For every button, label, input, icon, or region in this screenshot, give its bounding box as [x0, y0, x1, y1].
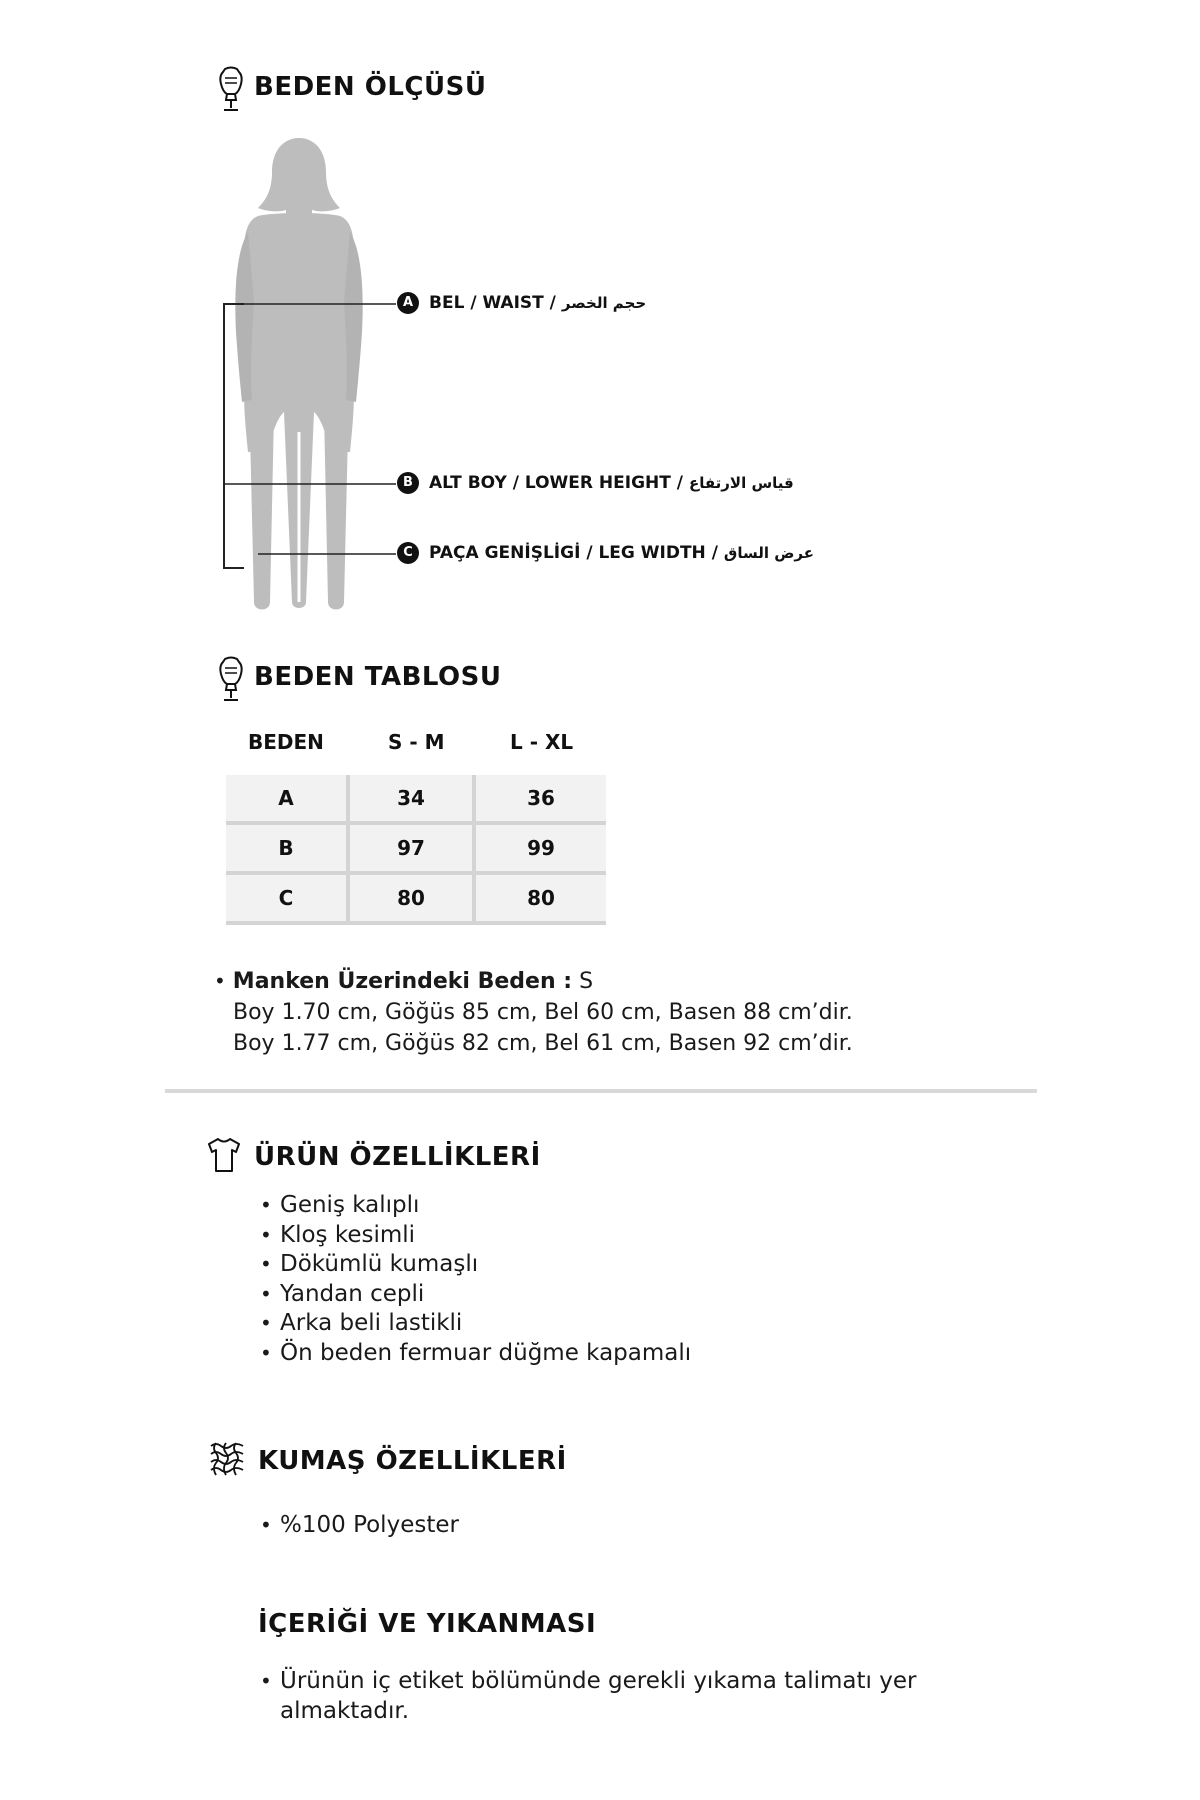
table-cell: A	[226, 775, 350, 821]
list-item-continuation: almaktadır.	[280, 1697, 410, 1724]
table-row	[226, 825, 606, 875]
table-cell: B	[226, 825, 350, 871]
list-item: • Arka beli lastikli	[260, 1309, 691, 1339]
section-title-size-table: BEDEN TABLOSU	[254, 662, 502, 692]
measure-label-b	[397, 472, 794, 494]
model-info-size: S	[579, 969, 594, 994]
table-cell: 34	[350, 775, 476, 821]
list-item: • Dökümlü kumaşlı	[260, 1250, 691, 1280]
measure-label-c	[397, 542, 814, 564]
measure-text-a: BEL / WAIST /	[429, 293, 556, 313]
table-cell: 36	[527, 786, 555, 810]
measure-arabic-a: حجم الخصر	[561, 294, 647, 312]
measure-label-a	[397, 292, 646, 314]
table-cell: 80	[527, 886, 555, 910]
divider	[165, 1089, 1037, 1093]
fabric-icon	[208, 1440, 246, 1478]
section-title-fabric-features: KUMAŞ ÖZELLİKLERİ	[258, 1446, 567, 1476]
list-item: • Yandan cepli	[260, 1280, 691, 1310]
model-info-line-1: Boy 1.70 cm, Göğüs 85 cm, Bel 60 cm, Basen 88 cm’dir.	[233, 1000, 853, 1025]
measure-arabic-c: عرض الساق	[723, 544, 814, 562]
size-header-l-xl: L - XL	[510, 730, 574, 754]
list-item: • Kloş kesimli	[260, 1221, 691, 1251]
list-item: • Ürünün iç etiket bölümünde gerekli yıkama talimatı yer	[260, 1667, 916, 1697]
badge-b: B	[397, 472, 419, 494]
mannequin-icon	[216, 656, 246, 704]
section-title-product-features: ÜRÜN ÖZELLİKLERİ	[254, 1142, 541, 1172]
table-cell: 80	[350, 875, 476, 921]
section-title-care: İÇERİĞİ VE YIKANMASI	[258, 1609, 597, 1639]
fabric-features-list	[260, 1511, 459, 1541]
size-header-beden: BEDEN	[248, 730, 324, 754]
table-cell: C	[226, 875, 350, 921]
table-cell: 99	[527, 836, 555, 860]
mannequin-icon	[216, 66, 246, 114]
tshirt-icon	[206, 1136, 242, 1174]
model-info-line-2: Boy 1.77 cm, Göğüs 82 cm, Bel 61 cm, Basen 92 cm’dir.	[233, 1031, 853, 1056]
product-features-list	[260, 1191, 691, 1368]
badge-a: A	[397, 292, 419, 314]
table-row	[226, 775, 606, 825]
table-row	[226, 875, 606, 925]
model-info: • Manken Üzerindeki Beden : S	[214, 969, 594, 994]
list-item: • Ön beden fermuar düğme kapamalı	[260, 1339, 691, 1369]
size-header-s-m: S - M	[388, 730, 445, 754]
measure-arabic-b: قياس الارتفاع	[688, 474, 794, 492]
table-cell: 97	[350, 825, 476, 871]
list-item: • Geniş kalıplı	[260, 1191, 691, 1221]
measure-text-b: ALT BOY / LOWER HEIGHT /	[429, 473, 683, 493]
measurement-lines	[210, 290, 410, 570]
list-item: • %100 Polyester	[260, 1511, 459, 1541]
measure-text-c: PAÇA GENİŞLİGİ / LEG WIDTH /	[429, 543, 718, 563]
care-list	[260, 1667, 916, 1726]
size-table	[226, 775, 606, 925]
section-title-measurement: BEDEN ÖLÇÜSÜ	[254, 72, 487, 102]
model-info-label: Manken Üzerindeki Beden :	[232, 969, 573, 994]
badge-c: C	[397, 542, 419, 564]
